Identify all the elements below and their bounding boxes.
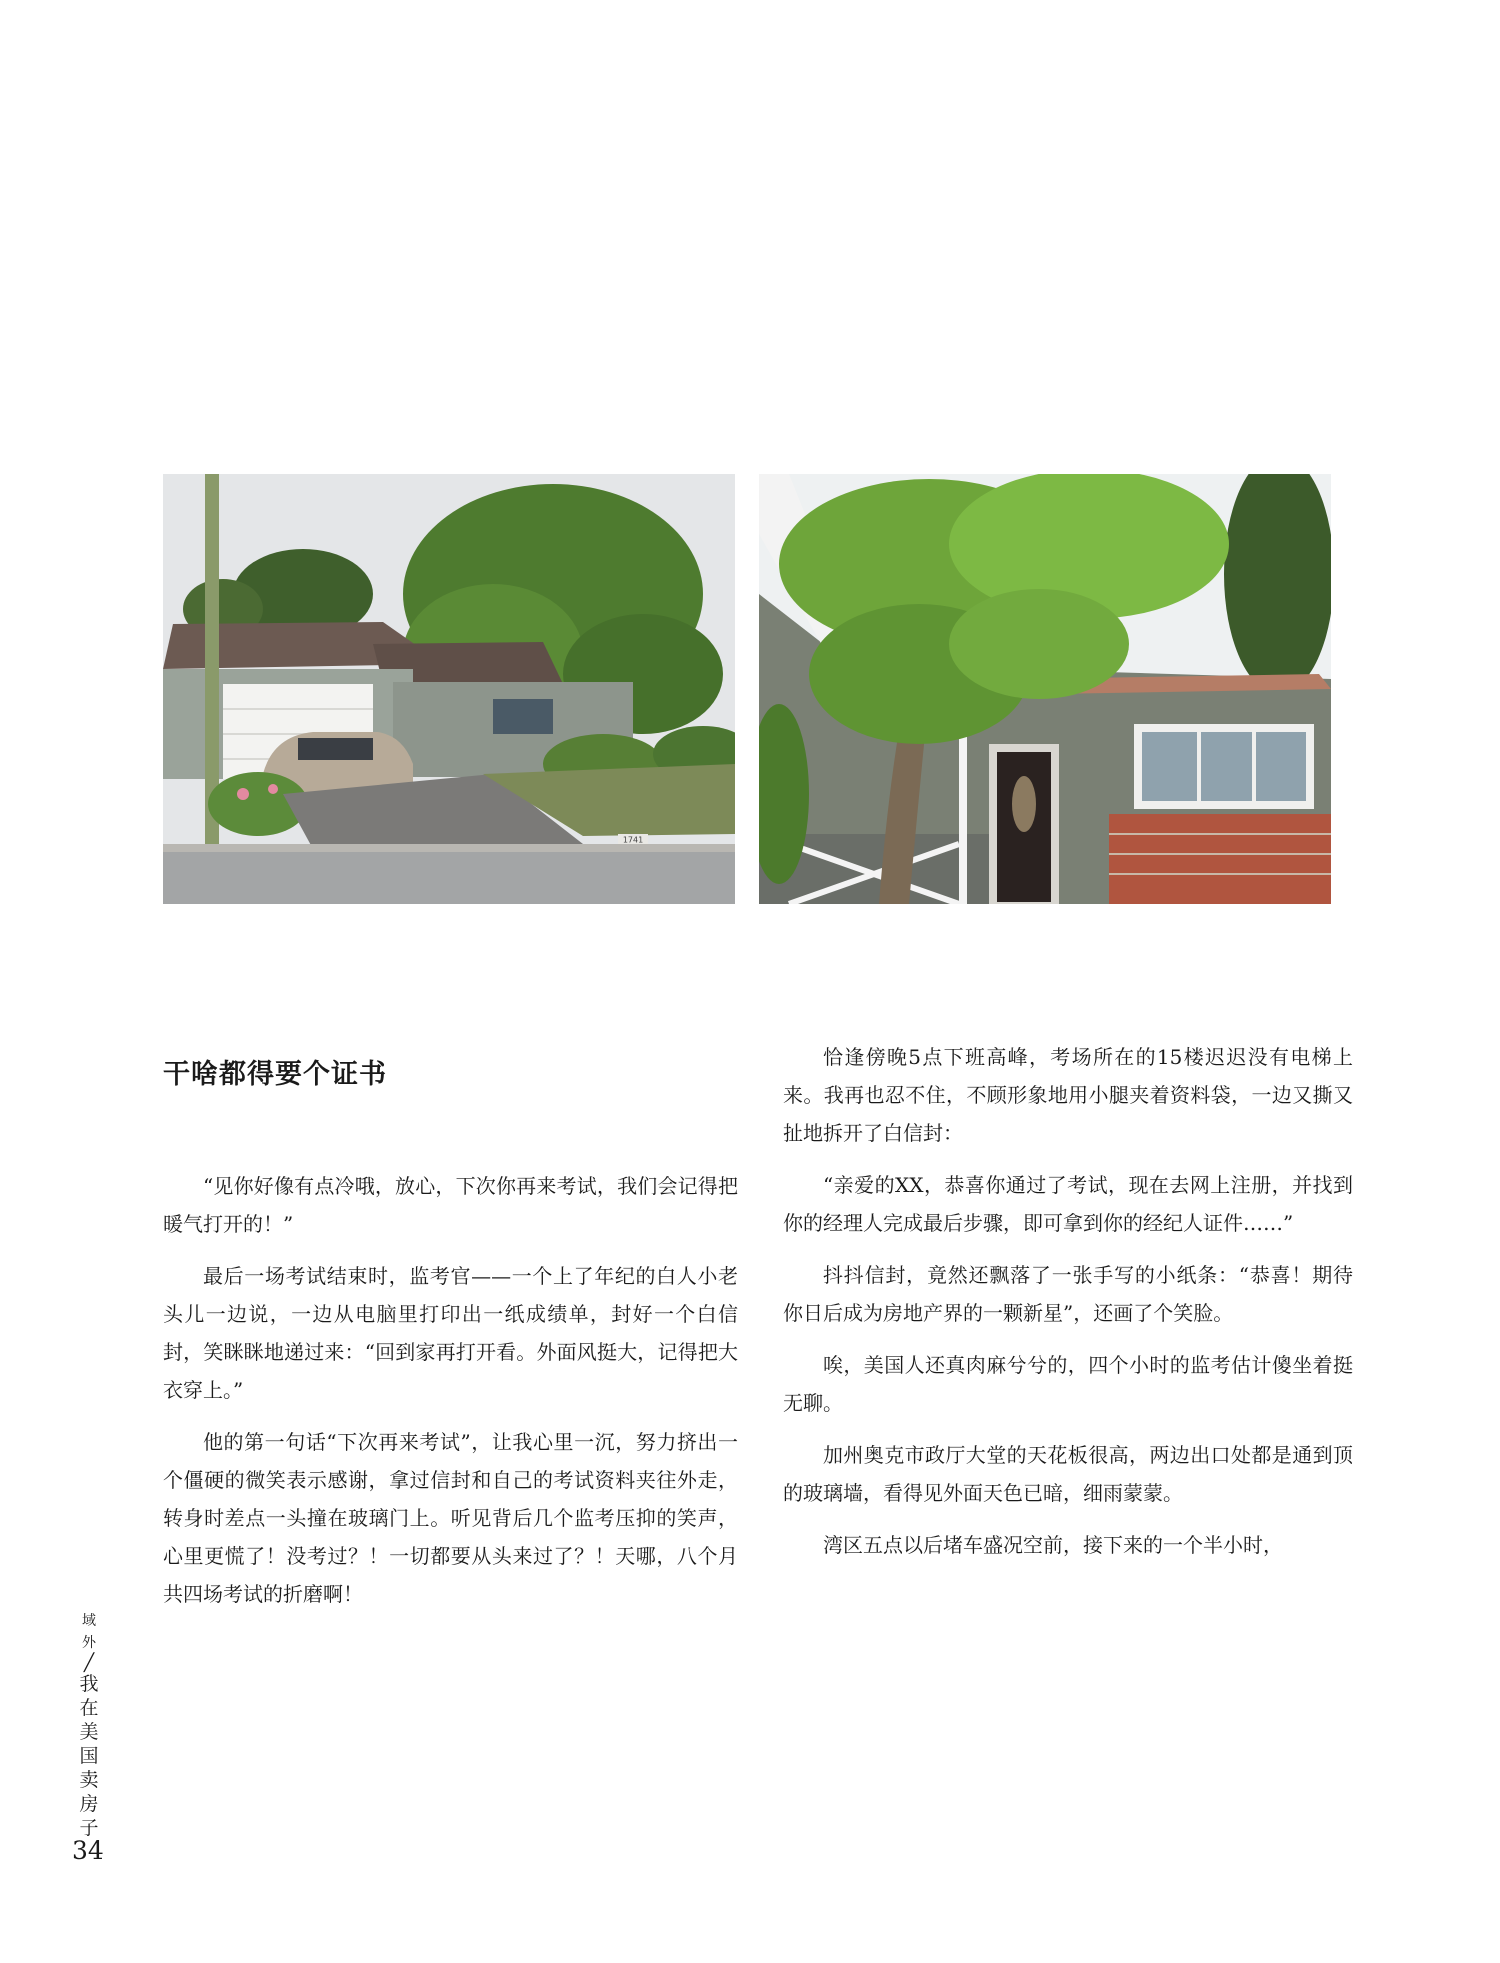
paragraph: 他的第一句话“下次再来考试”，让我心里一沉，努力挤出一个僵硬的微笑表示感谢，拿过信封和自己的考试资料夹往外走，转身时差点一头撞在玻璃门上。听见背后几个监考压抑的笑声，心里更慌了！没考过？！一切都要从头来过了？！天哪，八个月共四场考试的折磨啊！	[163, 1430, 738, 1606]
paragraph: 抖抖信封，竟然还飘落了一张手写的小纸条：“恭喜！期待你日后成为房地产界的一颗新星”，还画了个笑脸。	[783, 1263, 1353, 1325]
paragraph: 最后一场考试结束时，监考官——一个上了年纪的白人小老头儿一边说，一边从电脑里打印出一纸成绩单，封好一个白信封，笑眯眯地递过来：“回到家再打开看。外面风挺大，记得把大衣穿上。”	[163, 1264, 738, 1402]
divider-slash: ╱	[83, 1653, 95, 1673]
page-number: 34	[72, 1836, 104, 1865]
right-text-column	[783, 1038, 1353, 1578]
section-headline: 干啥都得要个证书	[163, 1059, 387, 1090]
column-title: 我 在 美 国 卖 房 子	[79, 1673, 99, 1839]
paragraph: “亲爱的XX，恭喜你通过了考试，现在去网上注册，并找到你的经理人完成最后步骤，即可拿到你的经纪人证件……”	[783, 1173, 1353, 1235]
house-car-illustration	[163, 474, 735, 904]
house-number-label: 1741	[622, 835, 644, 845]
paragraph: 唉，美国人还真肉麻兮兮的，四个小时的监考估计傻坐着挺无聊。	[783, 1353, 1353, 1415]
paragraph: 恰逢傍晚5点下班高峰，考场所在的15楼迟迟没有电梯上来。我再也忍不住，不顾形象地用小腿夹着资料袋，一边又撕又扯地拆开了白信封：	[783, 1045, 1353, 1145]
paragraph: 湾区五点以后堵车盛况空前，接下来的一个半小时，	[823, 1533, 1283, 1557]
front-door-illustration	[759, 474, 1331, 904]
paragraph: 加州奥克市政厅大堂的天花板很高，两边出口处都是通到顶的玻璃墙，看得见外面天色已暗，细雨蒙蒙。	[783, 1443, 1353, 1505]
section-name: 域 外	[82, 1613, 96, 1651]
photo-front-door-tree	[759, 474, 1331, 904]
photo-house-with-car	[163, 474, 735, 904]
running-header-vertical	[76, 1610, 102, 1840]
paragraph: “见你好像有点冷哦，放心，下次你再来考试，我们会记得把暖气打开的！”	[163, 1174, 738, 1236]
left-text-column	[163, 1038, 738, 1627]
